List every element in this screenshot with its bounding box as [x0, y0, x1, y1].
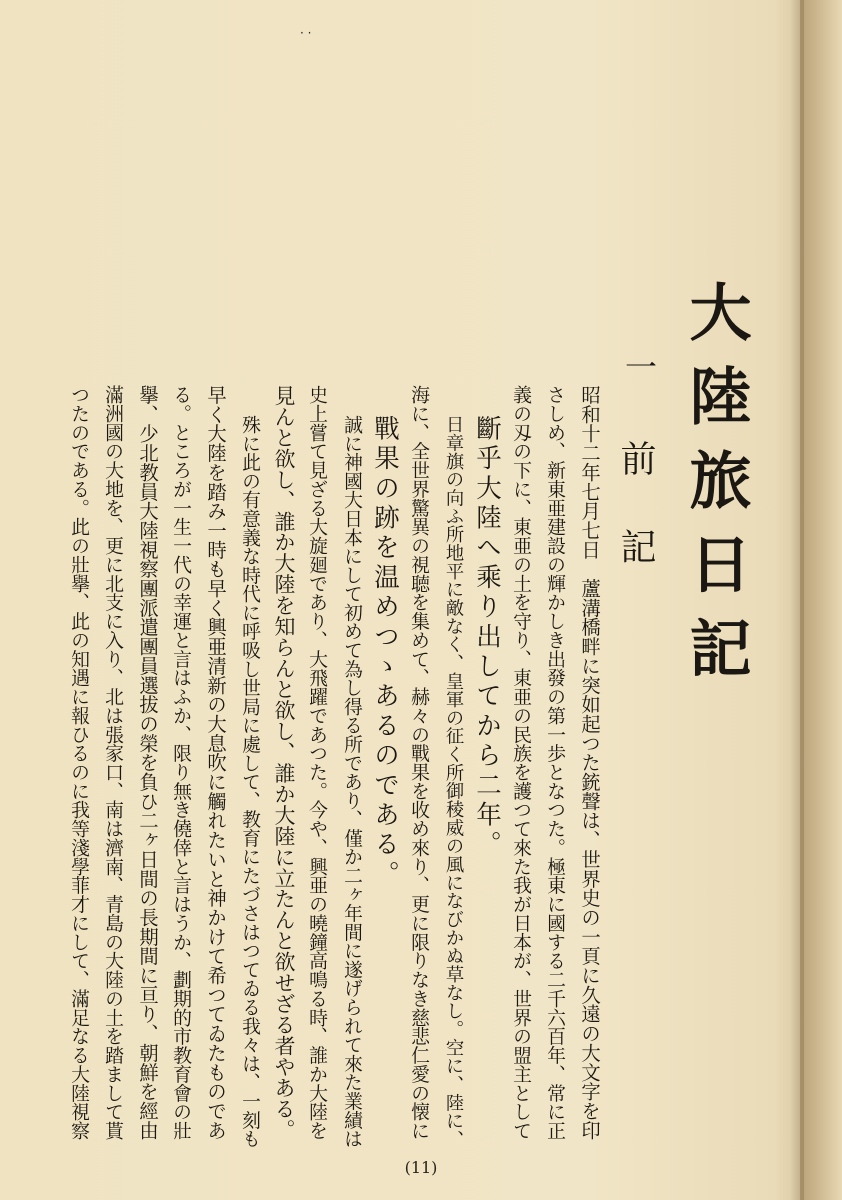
text-column: 戰果の跡を温めつゝあるのである。 [370, 415, 400, 891]
text-column: 海に、全世界驚異の視聴を集めて、赫々の戰果を收め來り、更に限りなき慈悲仁愛の懐に [408, 385, 430, 1140]
text-column: 殊に此の有意義な時代に呼吸し世局に處して、教育にたづさはつてゐる我々は、一刻も [239, 415, 260, 1148]
text-column: る。ところが一生一代の幸運と言はふか、限り無き僥倖と言はうか、劃期的市教育會の壯 [170, 385, 192, 1140]
section-heading: 前記 [615, 440, 656, 616]
spine-shadow [790, 0, 804, 1200]
text-column: 義の刄の下に、東亜の土を守り、東亜の民族を護つて來た我が日本が、世界の盟主として [510, 385, 532, 1140]
text-column: 擧、少北教員大陸視察團派遣團員選拔の榮を負ひ二ヶ日間の長期間に亘り、朝鮮を經由 [136, 385, 159, 1140]
text-column: 早く大陸を踏み一時も早く興亜清新の大息吹に觸れたいと神かけて希つてゐたものであ [204, 385, 227, 1140]
page-title: 大陸旅日記 [679, 280, 752, 700]
ink-specks: · · [300, 26, 312, 40]
text-column: 見んと欲し、誰か大陸を知らんと欲し、誰か大陸に立たんと欲せざる者やある。 [271, 385, 295, 1140]
text-column: 史上嘗て見ざる大旋廻であり、大飛躍であつた。今や、興亜の曉鐘高鳴る時、誰か大陸を [306, 385, 328, 1140]
text-column: 昭和十二年七月七日 蘆溝橋畔に突如起つた銃聲は、世界史の一頁に久遠の大文字を印 [578, 385, 601, 1140]
section-number: 一 [620, 350, 658, 382]
text-column: つたのである。此の壯擧、此の知遇に報ひるのに我等淺學菲才にして、滿足なる大陸視察 [68, 385, 90, 1140]
text-column: 滿洲國の大地を、更に北支に入り、北は張家口、南は濟南、青島の大陸の土を踏まして貰 [102, 385, 124, 1140]
text-column: 日章旗の向ふ所地平に敵なく、皇軍の征く所御稜威の風になびかぬ草なし。空に、陸に、 [443, 415, 464, 1149]
page-gutter [800, 0, 842, 1200]
text-column: 斷乎大陸へ乘り出してから二年。 [472, 415, 502, 861]
text-column: 誠に神國大日本にして初めて為し得る所であり、僅か二ヶ年間に遂げられて來た業績は [341, 415, 362, 1148]
text-column: さしめ、新東亜建設の輝かしき出發の第一歩となつた。極東に國する二千六百年、常に正 [544, 385, 566, 1140]
page-number: (11) [404, 1158, 438, 1177]
